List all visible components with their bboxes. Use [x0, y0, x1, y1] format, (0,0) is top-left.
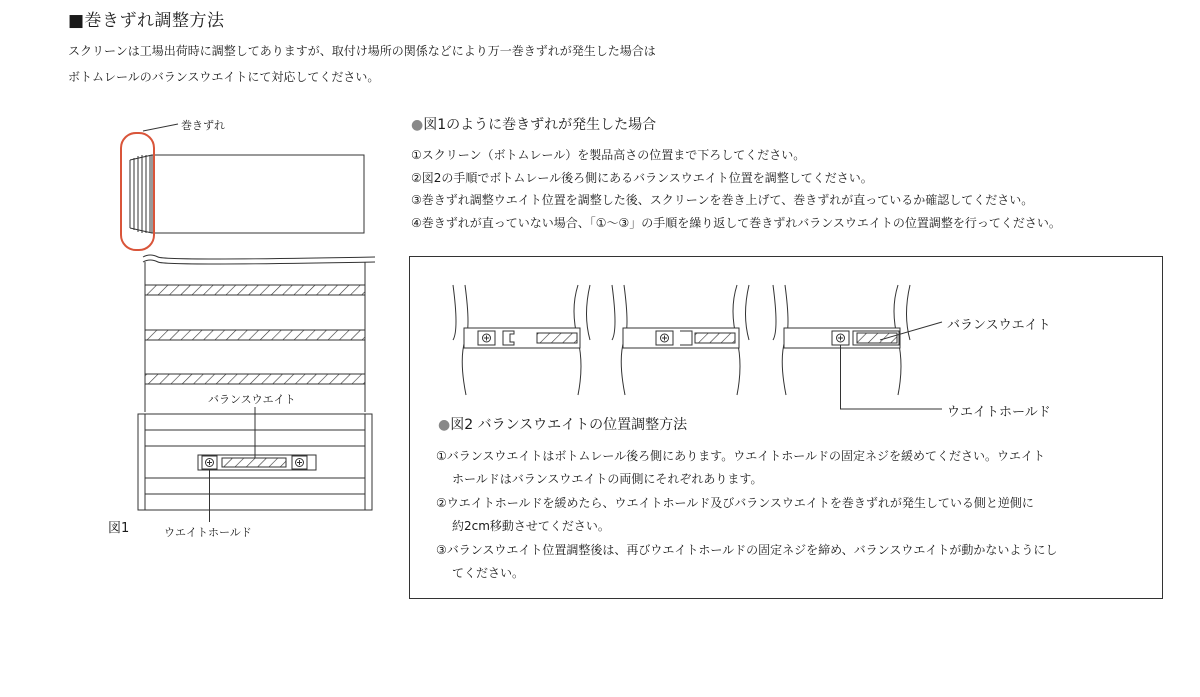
fig1-balance-weight-label: バランスウエイト [208, 393, 296, 406]
figure-1-caption: 図1 [108, 521, 130, 536]
intro-line-1: スクリーンは工場出荷時に調整してありますが、取付け場所の関係などにより万一巻きずれが発生した場合は [68, 44, 656, 58]
section-2-heading [438, 414, 687, 434]
fig2-weight-hold-label: ウエイトホールド [947, 405, 1051, 420]
section-2-step-1-cont: ホールドはバランスウエイトの両側にそれぞれあります。 [452, 472, 763, 486]
bullet-dot: ● [411, 117, 424, 133]
wound-fabric-edge [130, 155, 152, 233]
section-2-step-3: ③バランスウエイト位置調整後は、再びウエイトホールドの固定ネジを締め、バランスウエイトが動かないようにし [436, 543, 1058, 557]
section-1-step: ④巻きずれが直っていない場合、「①～③」の手順を繰り返して巻きずれバランスウエイトの位置調整を行ってください。 [411, 216, 1061, 230]
section-1-step: ①スクリーン（ボトムレール）を製品高さの位置まで下ろしてください。 [411, 148, 806, 162]
section-2-step-3-cont: てください。 [452, 566, 525, 580]
fig1-weight-hold-label: ウエイトホールド [164, 526, 252, 539]
page-title: ■巻きずれ調整方法 [68, 11, 225, 31]
bullet-dot: ● [438, 417, 451, 433]
section-2-heading-text: 図2 バランスウエイトの位置調整方法 [450, 417, 688, 433]
section-1-heading [411, 114, 656, 134]
section-1-step: ②図2の手順でボトムレール後ろ側にあるバランスウエイト位置を調整してください。 [411, 171, 873, 185]
section-2-step-2-cont: 約2cm移動させてください。 [452, 519, 610, 533]
fig2-balance-weight-label: バランスウエイト [947, 318, 1051, 333]
section-1-step: ③巻きずれ調整ウエイト位置を調整した後、スクリーンを巻き上げて、巻きずれが直っているか確認してください。 [411, 193, 1034, 207]
section-2-step-2: ②ウエイトホールドを緩めたら、ウエイトホールド及びバランスウエイトを巻きずれが発生している側と逆側に [436, 496, 1034, 510]
intro-line-2: ボトムレールのバランスウエイトにて対応してください。 [68, 70, 380, 84]
roller-tube [152, 155, 364, 233]
balance-weight-bar [222, 458, 286, 467]
section-1-heading-text: 図1のように巻きずれが発生した場合 [423, 117, 657, 133]
section-2-step-1: ①バランスウエイトはボトムレール後ろ側にあります。ウエイトホールドの固定ネジを緩めてください。ウエイト [436, 449, 1045, 463]
maki-zure-label: 巻きずれ [181, 119, 225, 132]
